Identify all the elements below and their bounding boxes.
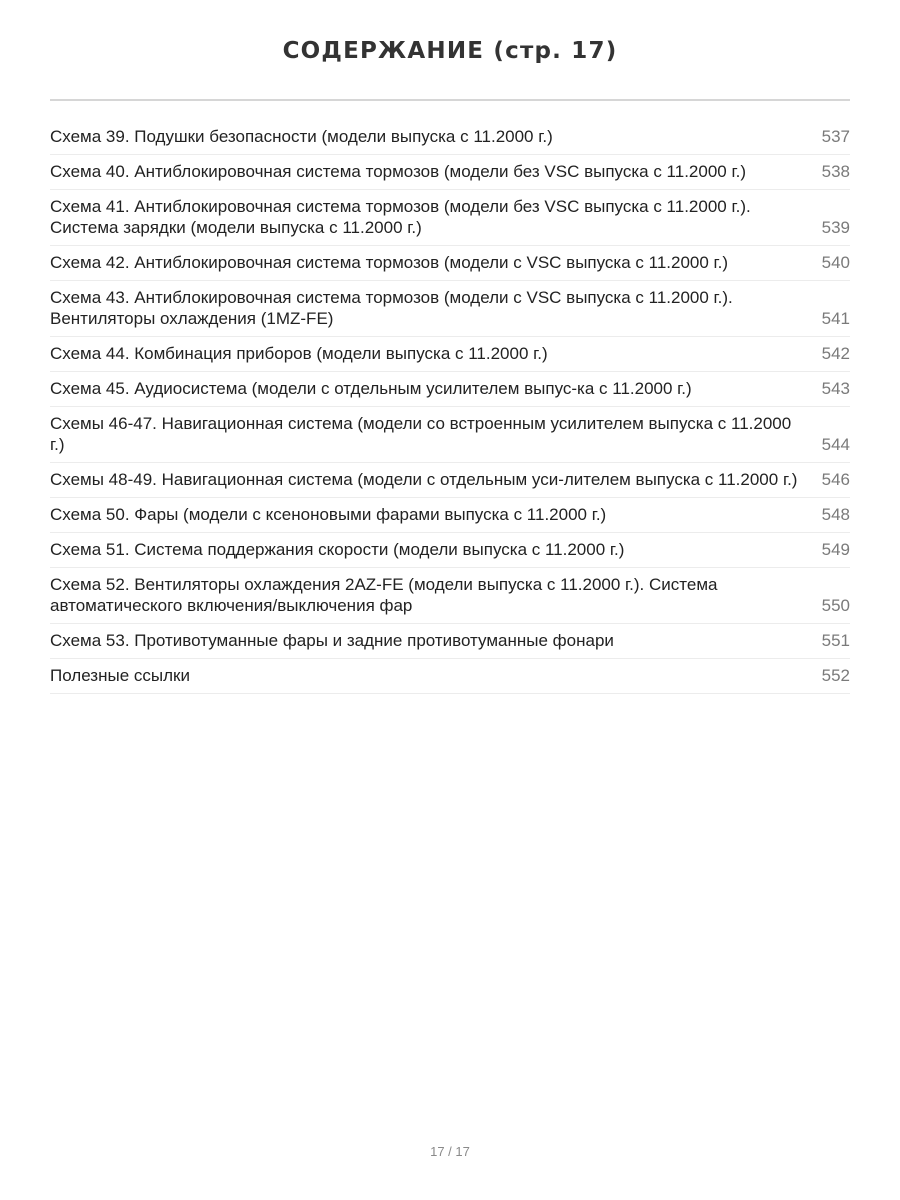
toc-entry-title[interactable]: Схемы 48-49. Навигационная система (модели с отдельным уси-лителем выпуска с 11.2000 г.) [50, 470, 798, 489]
toc-entry-title[interactable]: Схема 42. Антиблокировочная система тормозов (модели с VSC выпуска с 11.2000 г.) [50, 253, 729, 272]
toc-entry[interactable] [50, 246, 850, 281]
toc-entry[interactable] [50, 498, 850, 533]
toc-entry-title[interactable]: Схема 45. Аудиосистема (модели с отдельным усилителем выпус-ка с 11.2000 г.) [50, 379, 692, 398]
toc-entry-page: 540 [821, 253, 850, 272]
toc-entry[interactable] [50, 337, 850, 372]
toc-entry-page: 546 [821, 470, 850, 489]
toc-entry-page: 551 [821, 631, 850, 650]
toc-entry[interactable] [50, 659, 850, 694]
toc-entry[interactable] [50, 533, 850, 568]
toc-entry-title[interactable]: Схема 44. Комбинация приборов (модели выпуска с 11.2000 г.) [50, 344, 548, 363]
toc-entry-title[interactable]: Схемы 46-47. Навигационная система (модели со встроенным усилителем выпуска с 11.2000 г.) [50, 414, 792, 454]
toc-entry-page: 542 [821, 344, 850, 363]
toc-entry-title[interactable]: Схема 50. Фары (модели с ксеноновыми фарами выпуска с 11.2000 г.) [50, 505, 607, 524]
toc-entry[interactable] [50, 463, 850, 498]
toc-entry-page: 539 [821, 218, 850, 237]
toc-entry-title[interactable]: Схема 43. Антиблокировочная система тормозов (модели с VSC выпуска с 11.2000 г.). Вентиляторы охлаждения (1MZ-FE) [50, 288, 733, 328]
toc-entry-page: 544 [821, 435, 850, 454]
toc-entry-title[interactable]: Схема 39. Подушки безопасности (модели выпуска с 11.2000 г.) [50, 127, 553, 146]
toc-entry-page: 552 [821, 666, 850, 685]
toc-entry[interactable] [50, 190, 850, 246]
title-divider [50, 99, 850, 101]
page-title: СОДЕРЖАНИЕ (стр. 17) [282, 38, 618, 64]
toc-entry[interactable] [50, 120, 850, 155]
toc-entry-title[interactable]: Схема 41. Антиблокировочная система тормозов (модели без VSC выпуска с 11.2000 г.). Система зарядки (модели выпуска с 11.2000 г.) [50, 197, 751, 237]
toc-entry-page: 538 [821, 162, 850, 181]
toc-entry-page: 550 [821, 596, 850, 615]
toc-entry-page: 537 [821, 127, 850, 146]
toc-entry-title[interactable]: Схема 53. Противотуманные фары и задние противотуманные фонари [50, 631, 614, 650]
toc-entry[interactable] [50, 407, 850, 463]
toc-entry-title[interactable]: Схема 52. Вентиляторы охлаждения 2AZ-FE (модели выпуска с 11.2000 г.). Система автоматического включения/выключения фар [50, 575, 718, 615]
toc-entry-title[interactable]: Схема 51. Система поддержания скорости (модели выпуска с 11.2000 г.) [50, 540, 625, 559]
toc-entry[interactable] [50, 281, 850, 337]
toc-entry-title[interactable]: Схема 40. Антиблокировочная система тормозов (модели без VSC выпуска с 11.2000 г.) [50, 162, 746, 181]
toc-entry-page: 548 [821, 505, 850, 524]
toc-entry-page: 549 [821, 540, 850, 559]
toc-entry[interactable] [50, 372, 850, 407]
toc-entry-page: 541 [821, 309, 850, 328]
toc-entry[interactable] [50, 568, 850, 624]
toc-entry-page: 543 [821, 379, 850, 398]
page-counter: 17 / 17 [430, 1144, 470, 1159]
toc-entry[interactable] [50, 155, 850, 190]
toc-entry[interactable] [50, 624, 850, 659]
toc-entry-title[interactable]: Полезные ссылки [50, 666, 190, 685]
toc-list [50, 120, 850, 694]
